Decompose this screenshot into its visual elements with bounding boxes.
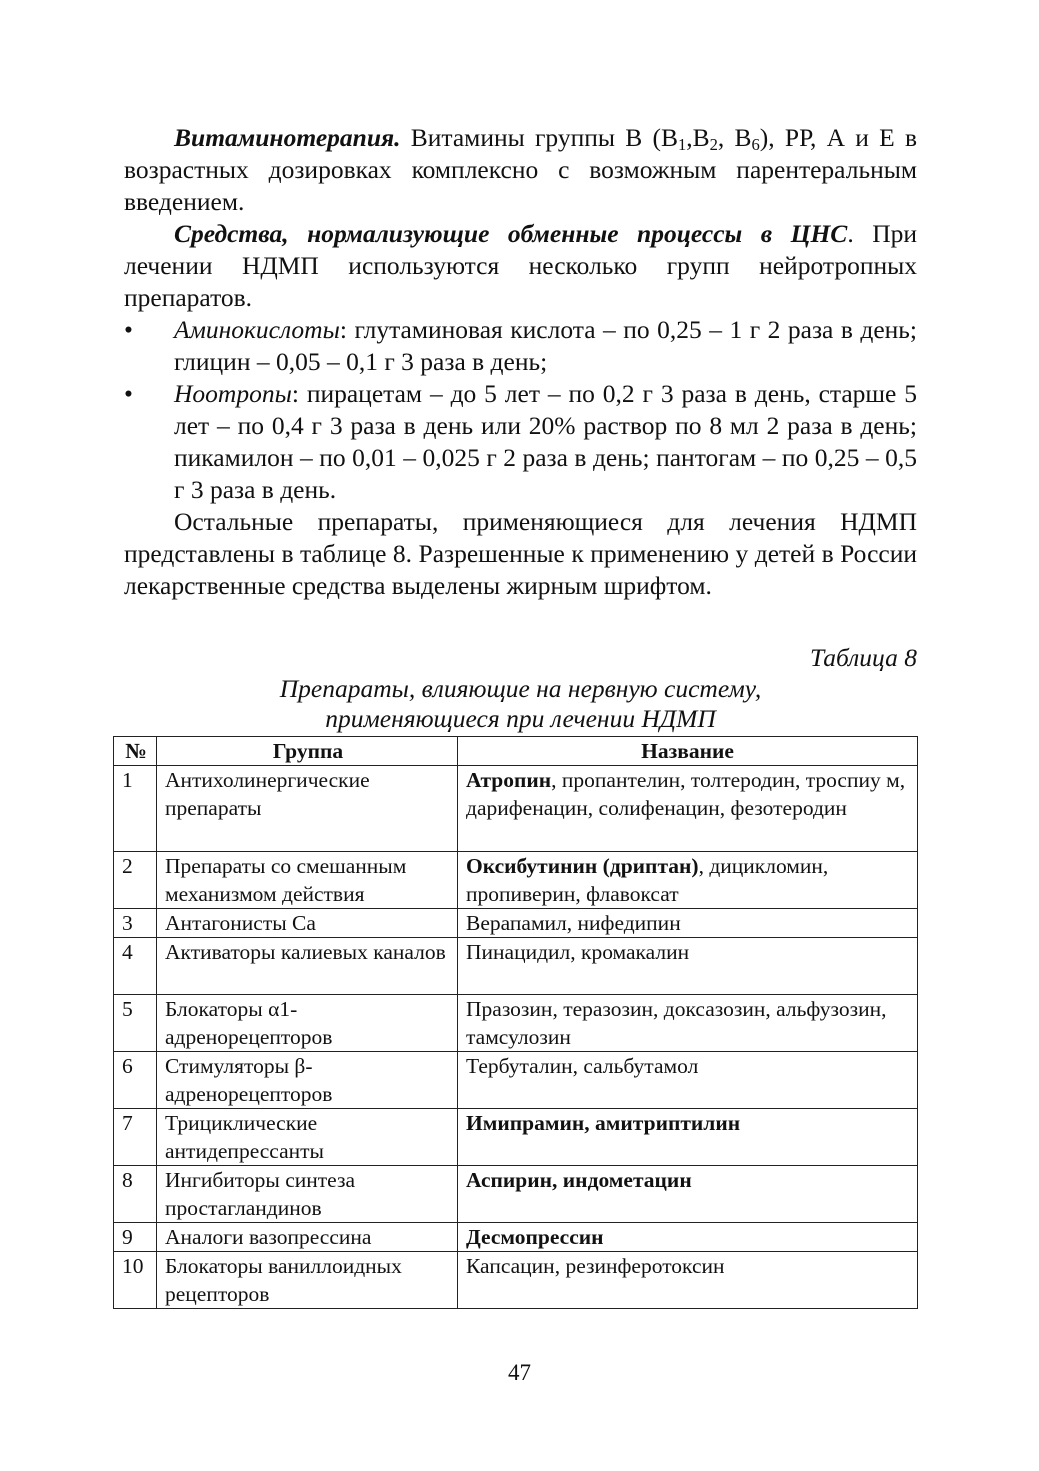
row-number: 4 bbox=[114, 938, 157, 995]
drug-rest: Капсацин, резинферотоксин bbox=[466, 1254, 725, 1278]
drug-rest: Празозин, теразозин, доксазозин, альфузозин, тамсулозин bbox=[466, 997, 887, 1049]
header-group: Группа bbox=[157, 737, 458, 766]
cns-text: . При лечении НДМП используются несколько групп нейротропных препаратов. bbox=[124, 219, 918, 312]
row-group: Трициклические антидепрессанты bbox=[157, 1109, 458, 1166]
row-group: Антихолинергические препараты bbox=[157, 766, 458, 852]
drug-rest: , пропантелин, толтеродин, троспиу м, дарифенацин, солифенацин, фезотеродин bbox=[466, 768, 906, 820]
drug-bold: Имипрамин, амитриптилин bbox=[466, 1111, 741, 1135]
vitamins-sub6: 6 bbox=[751, 135, 760, 155]
drug-rest: , дицикломин, пропиверин, флавоксат bbox=[466, 854, 829, 906]
bullet-term: Аминокислоты bbox=[174, 315, 340, 344]
drug-rest: Пинацидил, кромакалин bbox=[466, 940, 690, 964]
row-group: Аналоги вазопрессина bbox=[157, 1223, 458, 1252]
drug-bold: Оксибутинин (дриптан) bbox=[466, 854, 699, 878]
row-drugs bbox=[458, 1223, 918, 1252]
table-caption-line1: Препараты, влияющие на нервную систему, bbox=[279, 674, 762, 703]
table-row bbox=[114, 1252, 918, 1309]
row-drugs bbox=[458, 1252, 918, 1309]
drug-bold: Аспирин, индометацин bbox=[466, 1168, 692, 1192]
row-number: 3 bbox=[114, 909, 157, 938]
vitamins-sub2: 2 bbox=[709, 135, 718, 155]
page-body bbox=[124, 122, 917, 734]
row-number: 7 bbox=[114, 1109, 157, 1166]
row-drugs bbox=[458, 1052, 918, 1109]
table-row bbox=[114, 1223, 918, 1252]
vitamins-text-b: ,В bbox=[686, 123, 710, 152]
row-number: 5 bbox=[114, 995, 157, 1052]
table-row bbox=[114, 995, 918, 1052]
vitamins-text-a: Витамины группы В (В bbox=[400, 123, 678, 152]
table-row bbox=[114, 766, 918, 852]
row-group: Активаторы калиевых каналов bbox=[157, 938, 458, 995]
bullet-icon: • bbox=[124, 379, 133, 408]
drug-list bbox=[124, 314, 917, 506]
others-paragraph: Остальные препараты, применяющиеся для лечения НДМП представлены в таблице 8. Разрешенные к применению у детей в России лекарственные средства выделены жирным шрифтом. bbox=[124, 507, 917, 600]
drug-rest: Верапамил, нифедипин bbox=[466, 911, 681, 935]
cns-paragraph bbox=[124, 218, 917, 314]
table-header-row bbox=[114, 737, 918, 766]
table-row bbox=[114, 1166, 918, 1223]
row-group: Ингибиторы синтеза простагландинов bbox=[157, 1166, 458, 1223]
row-number: 2 bbox=[114, 852, 157, 909]
row-group: Стимуляторы β-адренорецепторов bbox=[157, 1052, 458, 1109]
row-drugs bbox=[458, 1109, 918, 1166]
vitamins-title: Витаминотерапия. bbox=[174, 123, 401, 152]
row-drugs bbox=[458, 1166, 918, 1223]
table-caption-line2: применяющиеся при лечении НДМП bbox=[325, 704, 716, 733]
row-group: Блокаторы α1-адренорецепторов bbox=[157, 995, 458, 1052]
drugs-table bbox=[113, 736, 918, 1309]
row-drugs bbox=[458, 938, 918, 995]
row-group: Блокаторы ваниллоидных рецепторов bbox=[157, 1252, 458, 1309]
row-number: 1 bbox=[114, 766, 157, 852]
drug-bold: Атропин bbox=[466, 768, 552, 792]
cns-title: Средства, нормализующие обменные процессы в ЦНС bbox=[174, 219, 848, 248]
bullet-text: : глутаминовая кислота – по 0,25 – 1 г 2 раза в день; глицин – 0,05 – 0,1 г 3 раза в день; bbox=[174, 315, 917, 376]
drug-bold: Десмопрессин bbox=[466, 1225, 604, 1249]
bullet-term: Ноотропы bbox=[174, 379, 292, 408]
row-number: 9 bbox=[114, 1223, 157, 1252]
row-number: 6 bbox=[114, 1052, 157, 1109]
table-row bbox=[114, 1109, 918, 1166]
vitamins-text-d: ), РР, А и Е в возрастных дозировках комплексно с возможным парентеральным введением. bbox=[124, 123, 917, 216]
table-row bbox=[114, 1052, 918, 1109]
drug-rest: Тербуталин, сальбутамол bbox=[466, 1054, 699, 1078]
vitamins-paragraph bbox=[124, 122, 917, 218]
bullet-icon: • bbox=[124, 315, 133, 344]
list-item bbox=[124, 314, 917, 378]
row-group: Препараты со смешанным механизмом действия bbox=[157, 852, 458, 909]
vitamins-text-c: , В bbox=[717, 123, 752, 152]
header-name: Название bbox=[458, 737, 918, 766]
page-number: 47 bbox=[508, 1360, 531, 1385]
header-number: № bbox=[114, 737, 157, 766]
table-label: Таблица 8 bbox=[809, 643, 917, 672]
row-drugs bbox=[458, 909, 918, 938]
row-drugs bbox=[458, 766, 918, 852]
bullet-text: : пирацетам – до 5 лет – по 0,2 г 3 раза в день, старше 5 лет – по 0,4 г 3 раза в день или 20% раствор по 8 мл 2 раза в день; пикамилон – по 0,01 – 0,025 г 2 раза в день; пантогам – по 0,25 – 0,5 г 3 раза в день. bbox=[174, 379, 917, 504]
row-group: Антагонисты Са bbox=[157, 909, 458, 938]
row-drugs bbox=[458, 852, 918, 909]
table-row bbox=[114, 852, 918, 909]
table-row bbox=[114, 938, 918, 995]
row-drugs bbox=[458, 995, 918, 1052]
row-number: 8 bbox=[114, 1166, 157, 1223]
row-number: 10 bbox=[114, 1252, 157, 1309]
list-item bbox=[124, 378, 917, 506]
table-row bbox=[114, 909, 918, 938]
vitamins-sub1: 1 bbox=[677, 135, 687, 155]
